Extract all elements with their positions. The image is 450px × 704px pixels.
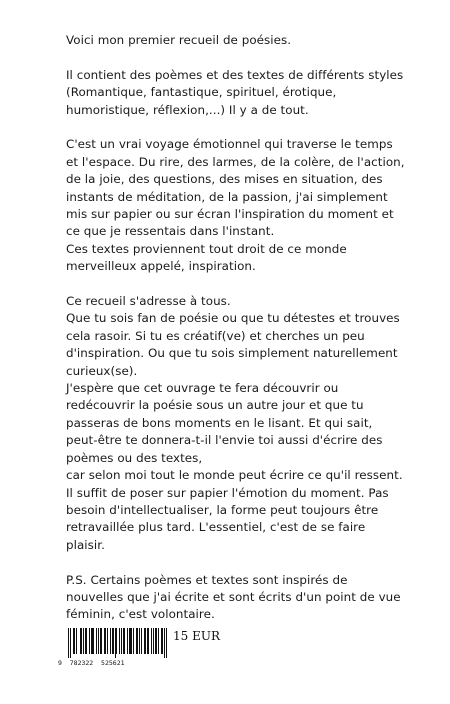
- styles-paragraph: Il contient des poèmes et des textes de différents styles (Romantique, fantastique, spirituel, érotique, humoristique, réflexion,...) Il y a de tout.: [66, 67, 404, 117]
- barcode-bar: [89, 628, 90, 654]
- barcode-bar: [148, 628, 149, 654]
- barcode-bar: [93, 628, 94, 654]
- audience-paragraph: Ce recueil s'adresse à tous.: [66, 294, 231, 309]
- barcode-bar: [83, 628, 84, 654]
- barcode-bar: [141, 628, 142, 654]
- barcode-bar: [70, 628, 71, 658]
- barcode-bar: [137, 628, 138, 654]
- barcode-bar: [124, 628, 125, 654]
- barcode-digits: 9 782322 525621: [58, 659, 125, 667]
- barcode-bar: [107, 628, 108, 654]
- barcode-bar: [101, 628, 102, 654]
- barcode-bar: [156, 628, 157, 654]
- barcode-bar: [155, 628, 156, 654]
- barcode-bar: [110, 628, 111, 654]
- barcode-bar: [153, 628, 154, 654]
- barcode-bar: [80, 628, 81, 654]
- barcode-bar: [86, 628, 87, 654]
- barcode-bar: [119, 628, 120, 654]
- postscript-paragraph: P.S. Certains poèmes et textes sont inspirés de nouvelles que j'ai écrite et sont écrits d'un point de vue féminin, c'est volontaire.: [66, 572, 401, 622]
- barcode-bar: [145, 628, 146, 654]
- barcode-bar: [161, 628, 162, 654]
- barcode-bar: [98, 628, 99, 654]
- barcode-bar: [68, 628, 69, 658]
- barcode-bar: [136, 628, 137, 654]
- readers-paragraph: Que tu sois fan de poésie ou que tu détestes et trouves cela rasoir. Si tu es créatif(ve) et cherches un peu d'inspiration. Ou que tu sois simplement naturellement curieux(se).: [66, 311, 400, 378]
- isbn-barcode: [58, 628, 178, 668]
- journey-paragraph: C'est un vrai voyage émotionnel qui traverse le temps et l'espace. Du rire, des larmes, de la colère, de l'action, de la joie, des questions, des mises en situation, des instants de méditation, de la passion, j'ai simplement mis sur papier ou sur écran l'inspiration du moment et ce que je ressentais dans l'instant.: [66, 137, 405, 239]
- barcode-bar: [162, 628, 163, 654]
- intro-paragraph: Voici mon premier recueil de poésies.: [66, 33, 292, 47]
- back-cover-text: [66, 32, 406, 641]
- hope-paragraph: J'espère que cet ouvrage te fera découvrir ou redécouvrir la poésie sous un autre jour et que tu passeras de bons moments en le lisant. Et qui sait, peut-être te donnera-t-il l'envie toi aussi d'écrire des poèmes ou des textes,: [66, 381, 383, 465]
- barcode-bar: [130, 628, 131, 654]
- barcode-bar: [81, 628, 82, 654]
- barcode-bar: [151, 628, 152, 654]
- barcode-bar: [113, 628, 114, 654]
- barcode-bar: [147, 628, 148, 654]
- barcode-bar: [139, 628, 140, 654]
- barcode-bar: [112, 628, 113, 654]
- barcode-bar: [96, 628, 97, 654]
- barcode-bar: [105, 628, 106, 654]
- barcode-bar: [116, 628, 117, 654]
- barcode-bar: [131, 628, 132, 654]
- barcode-bar: [144, 628, 145, 654]
- barcode-bar: [92, 628, 93, 654]
- barcode-bar: [123, 628, 124, 654]
- barcode-bar: [104, 628, 105, 654]
- barcode-bar: [121, 628, 122, 654]
- barcode-bar: [158, 628, 159, 654]
- barcode-bar: [100, 628, 101, 654]
- price-label: 15 EUR: [173, 629, 220, 643]
- barcode-bars: [58, 628, 170, 658]
- barcode-bar: [129, 628, 130, 654]
- barcode-bar: [76, 628, 77, 654]
- barcode-bar: [73, 628, 74, 654]
- barcode-bar: [74, 628, 75, 654]
- barcode-bar: [127, 628, 128, 654]
- writing-paragraph: car selon moi tout le monde peut écrire ce qu'il ressent. Il suffit de poser sur papier l'émotion du moment. Pas besoin d'intellectualiser, la forme peut toujours être retravaillée plus tard. L'essentiel, c'est de se faire plaisir.: [66, 468, 403, 552]
- inspiration-paragraph: Ces textes proviennent tout droit de ce monde merveilleux appelé, inspiration.: [66, 241, 347, 274]
- barcode-bar: [133, 628, 134, 654]
- barcode-bar: [115, 628, 116, 658]
- barcode-bar: [85, 628, 86, 654]
- barcode-bar: [164, 628, 165, 658]
- barcode-bar: [91, 628, 92, 654]
- barcode-bar: [166, 628, 167, 658]
